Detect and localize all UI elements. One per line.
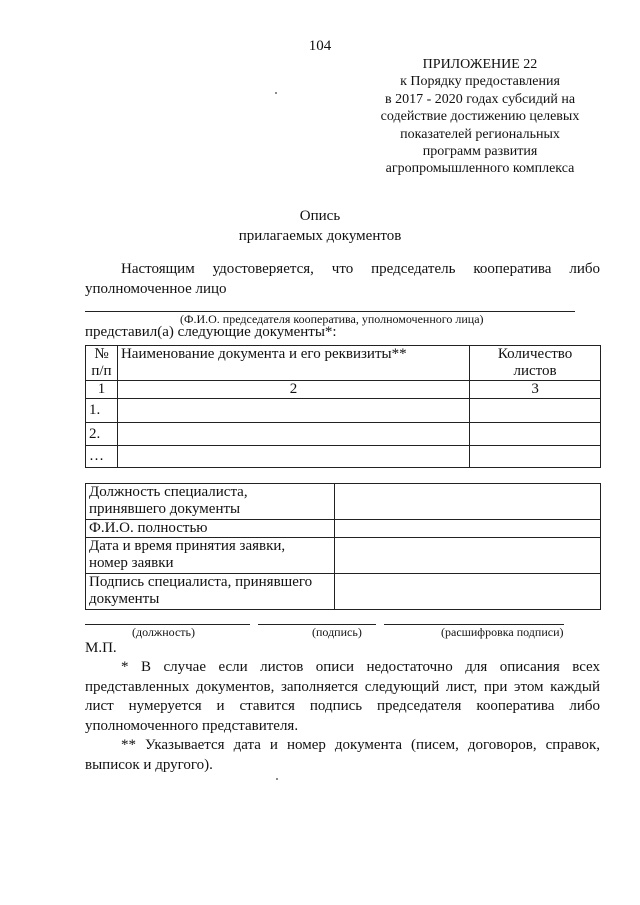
label-line: номер заявки <box>89 555 174 571</box>
header-qty-line-1: Количество <box>497 346 573 362</box>
acceptance-value-fio[interactable] <box>334 520 600 538</box>
label-line: Должность специалиста, <box>89 484 248 500</box>
submitted-text: представил(а) следующие документы*: <box>85 324 337 340</box>
table-row <box>86 423 601 446</box>
row-number: 2. <box>86 423 118 446</box>
intro-paragraph: Настоящим удостоверяется, что председатель кооператива либо уполномоченное лицо <box>85 261 600 297</box>
title-line-2: прилагаемых документов <box>238 228 402 244</box>
table-header-row <box>86 346 601 381</box>
row-document-name-cell[interactable] <box>117 399 469 423</box>
row-document-name-cell[interactable] <box>117 423 469 446</box>
row-sheet-count-cell[interactable] <box>470 423 601 446</box>
acceptance-label-datetime <box>86 538 335 574</box>
row-number: 1. <box>86 399 118 423</box>
acceptance-label-signature <box>86 574 335 610</box>
header-number <box>86 346 118 381</box>
header-number-line-1: № <box>94 346 109 362</box>
appendix-line: содействие достижению целевых <box>380 109 580 125</box>
caption-decoding: (расшифровка подписи) <box>441 625 564 639</box>
stamp-place: М.П. <box>85 640 117 656</box>
fio-caption: (Ф.И.О. председателя кооператива, уполномоченного лица) <box>180 312 484 326</box>
row-sheet-count-cell[interactable] <box>470 399 601 423</box>
caption-position: (должность) <box>132 625 195 639</box>
table-row <box>86 446 601 468</box>
header-qty-line-2: листов <box>513 363 557 379</box>
row-sheet-count-cell[interactable] <box>470 446 601 468</box>
acceptance-value-position[interactable] <box>334 484 600 520</box>
documents-table <box>85 345 601 468</box>
page-number: 104 <box>308 38 332 54</box>
row-number: … <box>86 446 118 468</box>
label-line: Подпись специалиста, принявшего <box>89 574 313 590</box>
acceptance-row <box>86 538 601 574</box>
footnote-1: * В случае если листов описи недостаточно для описания всех представленных документов, заполняется следующий лист, при этом каждый лист нумеруется и ставится подпись председателя кооператива либо уполномоченного представителя. <box>85 659 600 734</box>
appendix-line: показателей региональных <box>400 126 560 142</box>
label-line: документы <box>89 591 160 607</box>
col-number-3: 3 <box>470 381 601 399</box>
footnote-2: ** Указывается дата и номер документа (писем, договоров, справок, выписок и другого). <box>85 737 600 773</box>
acceptance-label-fio: Ф.И.О. полностью <box>86 520 335 538</box>
appendix-line: в 2017 - 2020 годах субсидий на <box>384 91 576 107</box>
col-number-2: 2 <box>117 381 469 399</box>
title-line-1: Опись <box>299 208 341 224</box>
label-line: Дата и время принятия заявки, <box>89 538 286 554</box>
acceptance-value-signature[interactable] <box>334 574 600 610</box>
label-line: принявшего документы <box>89 501 241 517</box>
acceptance-row <box>86 520 601 538</box>
column-number-row <box>86 381 601 399</box>
appendix-line: программ развития <box>422 144 538 160</box>
acceptance-value-datetime[interactable] <box>334 538 600 574</box>
appendix-line: ПРИЛОЖЕНИЕ 22 <box>422 57 538 72</box>
scan-speck <box>276 778 278 780</box>
appendix-line: агропромышленного комплекса <box>385 161 575 177</box>
caption-signature: (подпись) <box>312 625 362 639</box>
header-number-line-2: п/п <box>91 363 112 379</box>
acceptance-row <box>86 484 601 520</box>
acceptance-table <box>85 483 601 610</box>
acceptance-label-position <box>86 484 335 520</box>
appendix-line: к Порядку предоставления <box>400 74 560 90</box>
table-row <box>86 399 601 423</box>
acceptance-row <box>86 574 601 610</box>
header-sheet-count <box>470 346 601 381</box>
col-number-1: 1 <box>86 381 118 399</box>
document-title <box>0 206 640 246</box>
row-document-name-cell[interactable] <box>117 446 469 468</box>
header-document-name: Наименование документа и его реквизиты** <box>117 346 469 381</box>
appendix-header <box>362 56 598 178</box>
scan-speck <box>275 92 277 94</box>
